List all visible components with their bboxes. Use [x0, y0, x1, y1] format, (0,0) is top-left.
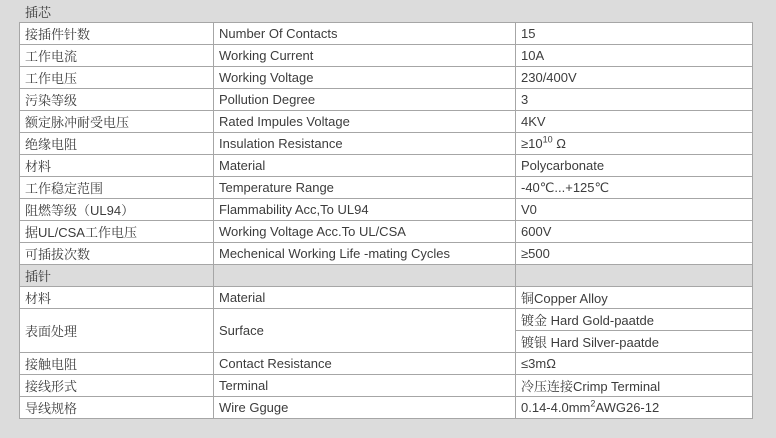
row-label-cn: 接插件针数: [20, 23, 214, 45]
row-value: 镀金 Hard Gold-paatde: [516, 309, 753, 331]
row-label-cn: 阻燃等级（UL94）: [20, 199, 214, 221]
row-value: ≥500: [516, 243, 753, 265]
spec-row: [20, 243, 753, 265]
row-value: $0.14-4.0mm^2AWG26-12$: [516, 397, 753, 419]
row-label-en: Flammability Acc,To UL94: [214, 199, 516, 221]
row-label-en: Material: [214, 155, 516, 177]
spec-row: [20, 89, 753, 111]
row-value: Polycarbonate: [516, 155, 753, 177]
row-value: 铜Copper Alloy: [516, 287, 753, 309]
spec-row: [20, 23, 753, 45]
row-label-cn: 材料: [20, 287, 214, 309]
spec-row: [20, 375, 753, 397]
spec-row: [20, 221, 753, 243]
row-label-cn: 额定脉冲耐受电压: [20, 111, 214, 133]
row-value: 600V: [516, 221, 753, 243]
row-value: V0: [516, 199, 753, 221]
row-label-cn: 接触电阻: [20, 353, 214, 375]
row-label-en: Insulation Resistance: [214, 133, 516, 155]
spec-row: [20, 45, 753, 67]
row-value: 冷压连接Crimp Terminal: [516, 375, 753, 397]
row-label-cn: 据UL/CSA工作电压: [20, 221, 214, 243]
row-value: 10A: [516, 45, 753, 67]
row-label-cn: 工作电压: [20, 67, 214, 89]
row-label-cn: 导线规格: [20, 397, 214, 419]
spec-table-body: [20, 23, 753, 419]
spec-row: [20, 67, 753, 89]
row-value: 4KV: [516, 111, 753, 133]
row-label-en: Mechenical Working Life -mating Cycles: [214, 243, 516, 265]
row-label-en: Temperature Range: [214, 177, 516, 199]
row-label-en: Rated Impules Voltage: [214, 111, 516, 133]
section-header-row: [20, 265, 753, 287]
row-label-cn: 绝缘电阻: [20, 133, 214, 155]
row-label-cn: 工作电流: [20, 45, 214, 67]
row-label-en: Material: [214, 287, 516, 309]
row-label-cn: 可插拔次数: [20, 243, 214, 265]
row-value: ≤3mΩ: [516, 353, 753, 375]
row-label-en: Pollution Degree: [214, 89, 516, 111]
row-label-en: Contact Resistance: [214, 353, 516, 375]
row-label-cn: 污染等级: [20, 89, 214, 111]
row-label-cn: 工作稳定范围: [20, 177, 214, 199]
section-header-spacer: [516, 265, 753, 287]
spec-row: [20, 309, 753, 331]
row-label-en: Wire Gguge: [214, 397, 516, 419]
row-label-en: Terminal: [214, 375, 516, 397]
row-label-en: Working Voltage: [214, 67, 516, 89]
row-value: 镀银 Hard Silver-paatde: [516, 331, 753, 353]
section-header-label: 插针: [20, 265, 214, 287]
row-value: $\ge 10^{10}$ Ω: [516, 133, 753, 155]
section-header-insert-core: 插芯: [25, 5, 52, 20]
spec-row: [20, 133, 753, 155]
spec-row: [20, 397, 753, 419]
row-label-en: Working Current: [214, 45, 516, 67]
row-value: 3: [516, 89, 753, 111]
row-value: 15: [516, 23, 753, 45]
row-value: 230/400V: [516, 67, 753, 89]
row-label-cn: 材料: [20, 155, 214, 177]
row-label-en: Working Voltage Acc.To UL/CSA: [214, 221, 516, 243]
row-label-cn: 接线形式: [20, 375, 214, 397]
spec-row: [20, 199, 753, 221]
row-label-en: Surface: [214, 309, 516, 353]
spec-sheet: [19, 4, 752, 419]
section-header-spacer: [214, 265, 516, 287]
spec-row: [20, 287, 753, 309]
spec-row: [20, 353, 753, 375]
spec-row: [20, 177, 753, 199]
spec-row: [20, 155, 753, 177]
spec-table: [19, 22, 753, 419]
row-value: -40℃...+125℃: [516, 177, 753, 199]
row-label-en: Number Of Contacts: [214, 23, 516, 45]
spec-row: [20, 111, 753, 133]
row-label-cn: 表面处理: [20, 309, 214, 353]
